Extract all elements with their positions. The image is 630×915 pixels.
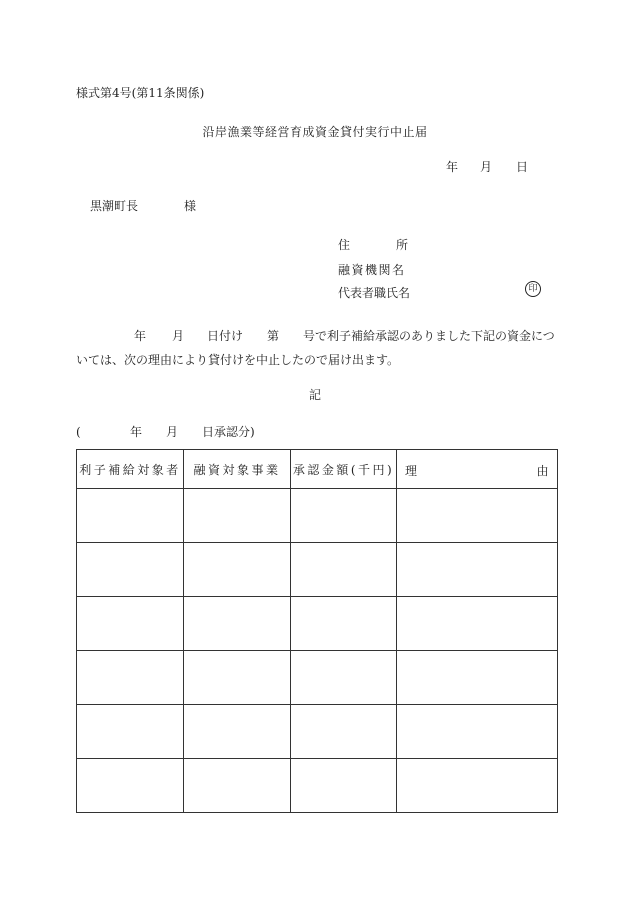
cell-financed-project: [184, 759, 291, 813]
table-row: [77, 489, 558, 543]
cell-subsidy-target: [77, 759, 184, 813]
table-row: [77, 543, 558, 597]
header-reason: [397, 450, 558, 489]
cell-reason: [397, 543, 558, 597]
addressee: [90, 199, 197, 213]
ki-heading: 記: [308, 388, 321, 402]
header-reason-1: 理: [405, 464, 420, 478]
cell-approved-amount: [291, 651, 397, 705]
records-table: [76, 449, 558, 813]
form-number: 様式第4号(第11条関係): [76, 86, 205, 100]
cell-approved-amount: [291, 705, 397, 759]
records-body: [77, 489, 558, 813]
addressee-name: 黒潮町長: [90, 199, 139, 213]
cell-financed-project: [184, 651, 291, 705]
cell-approved-amount: [291, 759, 397, 813]
addressee-honorific: 様: [184, 199, 197, 213]
body-year: 年: [134, 329, 147, 343]
approval-year: 年: [130, 425, 143, 439]
cell-financed-project: [184, 489, 291, 543]
cell-reason: [397, 489, 558, 543]
table-row: [77, 597, 558, 651]
header-financed-project: 融資対象事業: [184, 450, 291, 489]
body-paragraph: [76, 324, 556, 372]
cell-reason: [397, 759, 558, 813]
cell-subsidy-target: [77, 597, 184, 651]
table-row: [77, 705, 558, 759]
date-month: 月: [480, 160, 493, 174]
body-dated: 日付け: [207, 329, 244, 343]
date-year: 年: [446, 160, 459, 174]
approval-day-suffix: 日承認分): [202, 425, 255, 439]
header-subsidy-target: 利子補給対象者: [77, 450, 184, 489]
cell-reason: [397, 651, 558, 705]
cell-subsidy-target: [77, 651, 184, 705]
header-reason-2: 由: [536, 464, 551, 478]
address-label: [338, 236, 409, 253]
cell-financed-project: [184, 543, 291, 597]
cell-financed-project: [184, 705, 291, 759]
approval-month: 月: [166, 425, 179, 439]
representative-label: 代表者職氏名: [338, 286, 411, 300]
cell-reason: [397, 705, 558, 759]
cell-reason: [397, 597, 558, 651]
date-day: 日: [516, 160, 529, 174]
cell-approved-amount: [291, 489, 397, 543]
table-row: [77, 651, 558, 705]
body-number-prefix: 第: [267, 329, 280, 343]
institution-label: 融資機関名: [338, 263, 406, 277]
seal-mark: 印: [525, 281, 541, 297]
body-line-1: [76, 324, 556, 348]
body-line1-rest: 号で利子補給承認のありました下記の資金につ: [303, 329, 555, 343]
approval-open: (: [76, 425, 81, 439]
body-month: 月: [172, 329, 185, 343]
cell-financed-project: [184, 597, 291, 651]
cell-subsidy-target: [77, 543, 184, 597]
table-row: [77, 759, 558, 813]
cell-approved-amount: [291, 543, 397, 597]
cell-subsidy-target: [77, 489, 184, 543]
body-line-2: いては、次の理由により貸付けを中止したので届け出ます。: [76, 353, 400, 367]
cell-subsidy-target: [77, 705, 184, 759]
table-header-row: [77, 450, 558, 489]
document-title: 沿岸漁業等経営育成資金貸付実行中止届: [202, 125, 428, 139]
address-label-1: 住: [338, 238, 351, 252]
cell-approved-amount: [291, 597, 397, 651]
address-label-2: 所: [396, 238, 409, 252]
header-approved-amount: 承認金額(千円): [291, 450, 397, 489]
